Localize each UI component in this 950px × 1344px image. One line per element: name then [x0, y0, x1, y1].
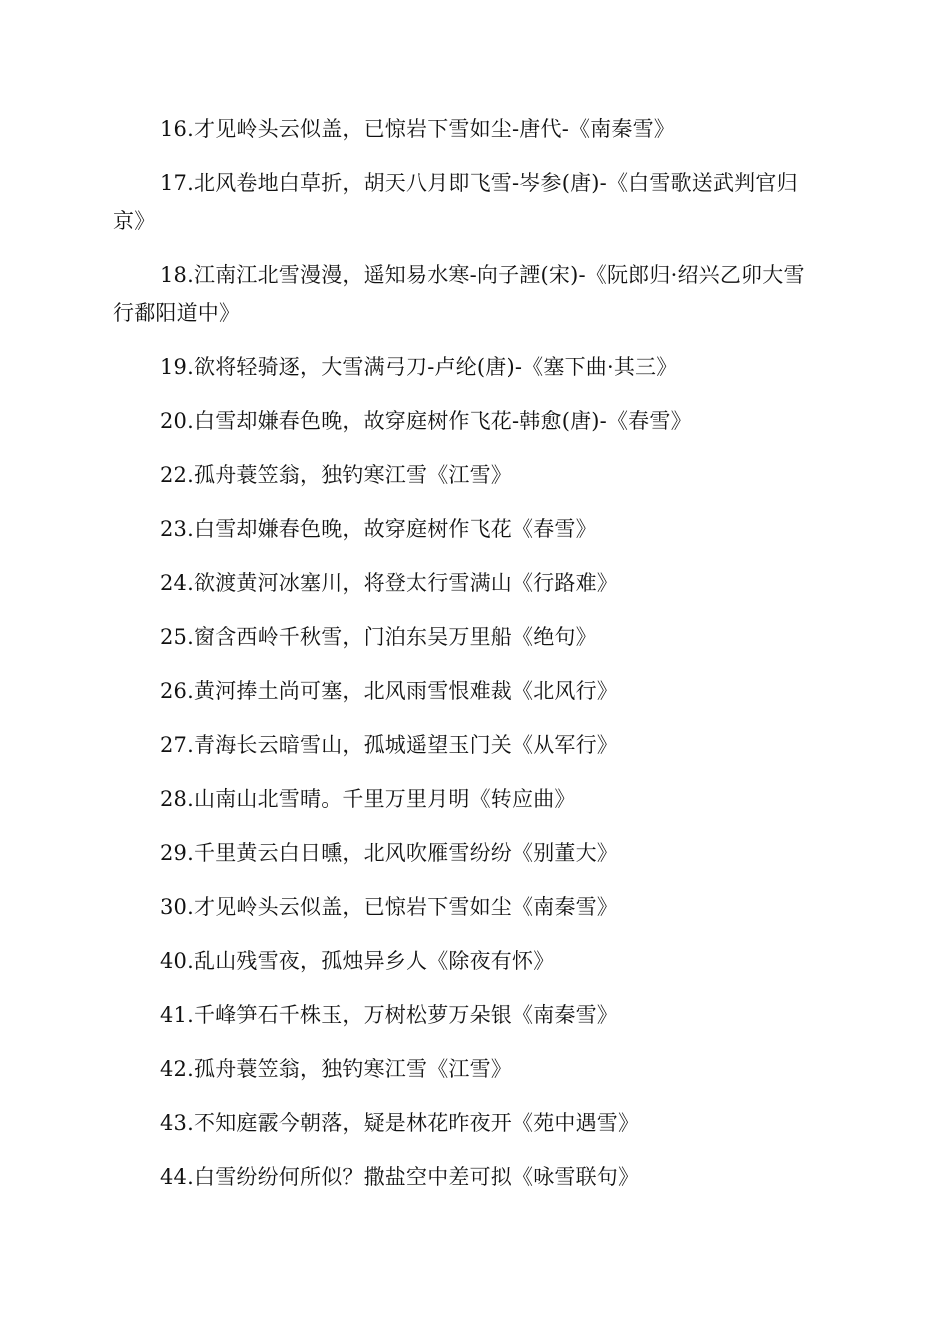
list-item: 26.黄河捧土尚可塞，北风雨雪恨难裁《北风行》 [160, 679, 618, 703]
list-item: 16.才见岭头云似盖，已惊岩下雪如尘-唐代-《南秦雪》 [160, 117, 675, 141]
list-item: 27.青海长云暗雪山，孤城遥望玉门关《从军行》 [160, 733, 618, 757]
list-item: 42.孤舟蓑笠翁，独钓寒江雪《江雪》 [160, 1057, 512, 1081]
list-item: 41.千峰笋石千株玉，万树松萝万朵银《南秦雪》 [160, 1003, 618, 1027]
poem-list [113, 110, 825, 1212]
list-item: 18.江南江北雪漫漫，遥知易水寒-向子諲(宋)-《阮郎归·绍兴乙卯大雪行鄱阳道中》 [113, 263, 805, 325]
list-item: 17.北风卷地白草折，胡天八月即飞雪-岑参(唐)-《白雪歌送武判官归京》 [113, 171, 798, 233]
list-item: 43.不知庭霰今朝落，疑是林花昨夜开《苑中遇雪》 [160, 1111, 640, 1135]
list-item: 40.乱山残雪夜，孤烛异乡人《除夜有怀》 [160, 949, 555, 973]
list-item: 28.山南山北雪晴。千里万里月明《转应曲》 [160, 787, 576, 811]
list-item: 29.千里黄云白日曛，北风吹雁雪纷纷《别董大》 [160, 841, 618, 865]
list-item: 44.白雪纷纷何所似？撒盐空中差可拟《咏雪联句》 [160, 1165, 640, 1189]
list-item: 20.白雪却嫌春色晚，故穿庭树作飞花-韩愈(唐)-《春雪》 [160, 409, 692, 433]
list-item: 19.欲将轻骑逐，大雪满弓刀-卢纶(唐)-《塞下曲·其三》 [160, 355, 678, 379]
list-item: 22.孤舟蓑笠翁，独钓寒江雪《江雪》 [160, 463, 512, 487]
list-item: 24.欲渡黄河冰塞川，将登太行雪满山《行路难》 [160, 571, 618, 595]
list-item: 23.白雪却嫌春色晚，故穿庭树作飞花《春雪》 [160, 517, 597, 541]
list-item: 25.窗含西岭千秋雪，门泊东吴万里船《绝句》 [160, 625, 597, 649]
list-item: 30.才见岭头云似盖，已惊岩下雪如尘《南秦雪》 [160, 895, 618, 919]
